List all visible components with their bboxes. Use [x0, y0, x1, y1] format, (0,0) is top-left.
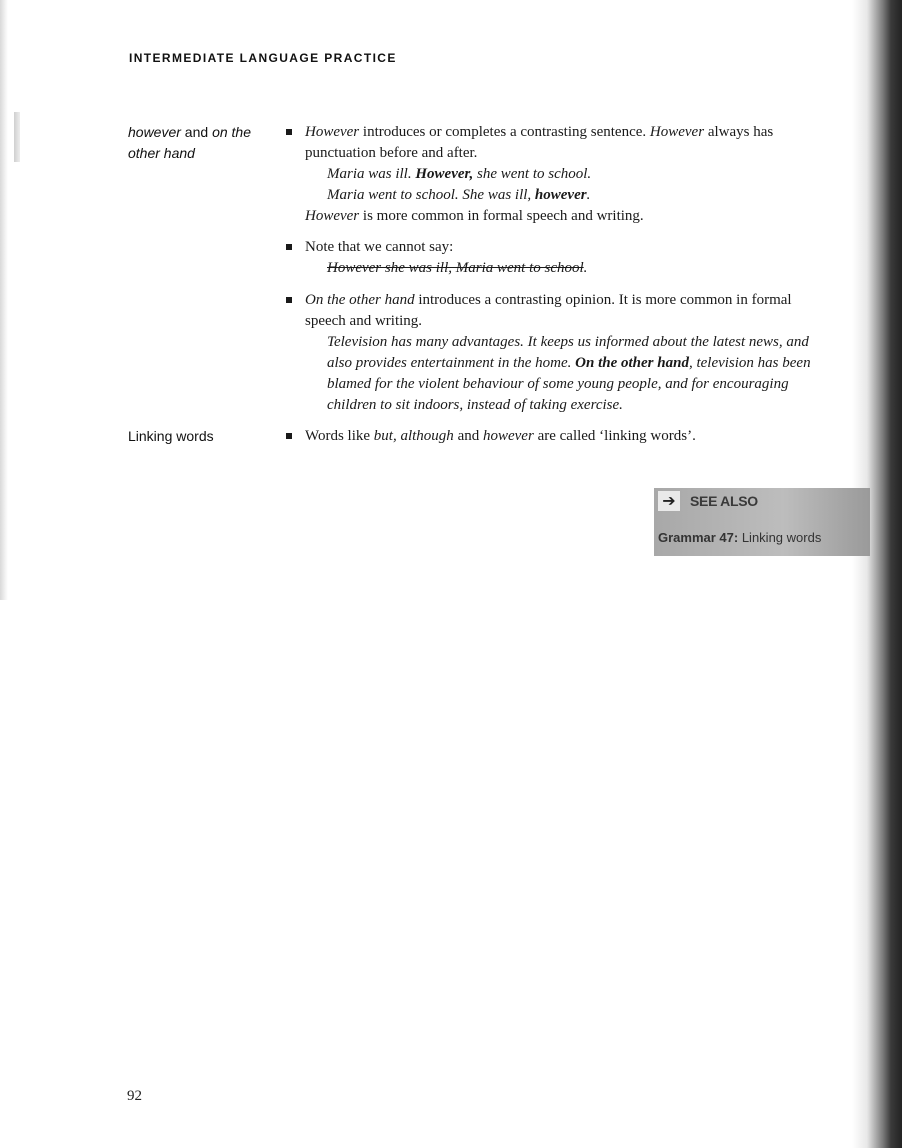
rule-text: However is more common in formal speech and writing. — [305, 208, 644, 224]
bullet-square-icon — [286, 433, 292, 439]
bullet-body: Words like but, although and however are called ‘linking words’. — [305, 428, 696, 444]
bullet-square-icon — [286, 244, 292, 250]
bullet-on-the-other-hand — [286, 290, 831, 416]
see-also-reference[interactable]: Grammar 47: Linking words — [658, 530, 822, 545]
scan-edge-left — [0, 0, 8, 600]
bullet-body — [305, 122, 831, 227]
example-sentence: Maria went to school. She was ill, however. — [327, 187, 591, 203]
bullet-body — [305, 290, 831, 416]
running-head: INTERMEDIATE LANGUAGE PRACTICE — [129, 51, 397, 65]
bullet-square-icon — [286, 297, 292, 303]
arrow-right-icon: ➔ — [658, 491, 680, 511]
example-paragraph: Television has many advantages. It keeps us informed about the latest news, and also provides entertainment in the home. On the other hand, television has been blamed for the violent behaviour of some young people, and for encouraging children to sit indoors, instead of taking exercise. — [327, 334, 811, 413]
bullet-body — [305, 237, 831, 279]
see-also-box — [654, 488, 870, 556]
side-heading-however: however and on the other hand — [128, 124, 251, 161]
rule-text: Note that we cannot say: — [305, 239, 454, 255]
incorrect-example: However she was ill, Maria went to school. — [327, 260, 588, 276]
side-heading-linking-words: Linking words — [128, 428, 214, 444]
bullet-however — [286, 122, 831, 227]
rule-text: However introduces or completes a contrasting sentence. However always has punctuation before and after. — [305, 124, 774, 161]
page-number: 92 — [127, 1088, 142, 1104]
example-sentence: Maria was ill. However, she went to school. — [327, 166, 592, 182]
bullet-note — [286, 237, 831, 279]
scan-spine-shadow — [852, 0, 902, 1148]
see-also-header — [654, 488, 870, 514]
rule-text: On the other hand introduces a contrasting opinion. It is more common in formal speech and writing. — [305, 292, 792, 329]
bullet-linking-words — [286, 426, 831, 447]
scan-mark-left — [14, 112, 20, 162]
bullet-square-icon — [286, 129, 292, 135]
see-also-label: SEE ALSO — [690, 493, 758, 509]
